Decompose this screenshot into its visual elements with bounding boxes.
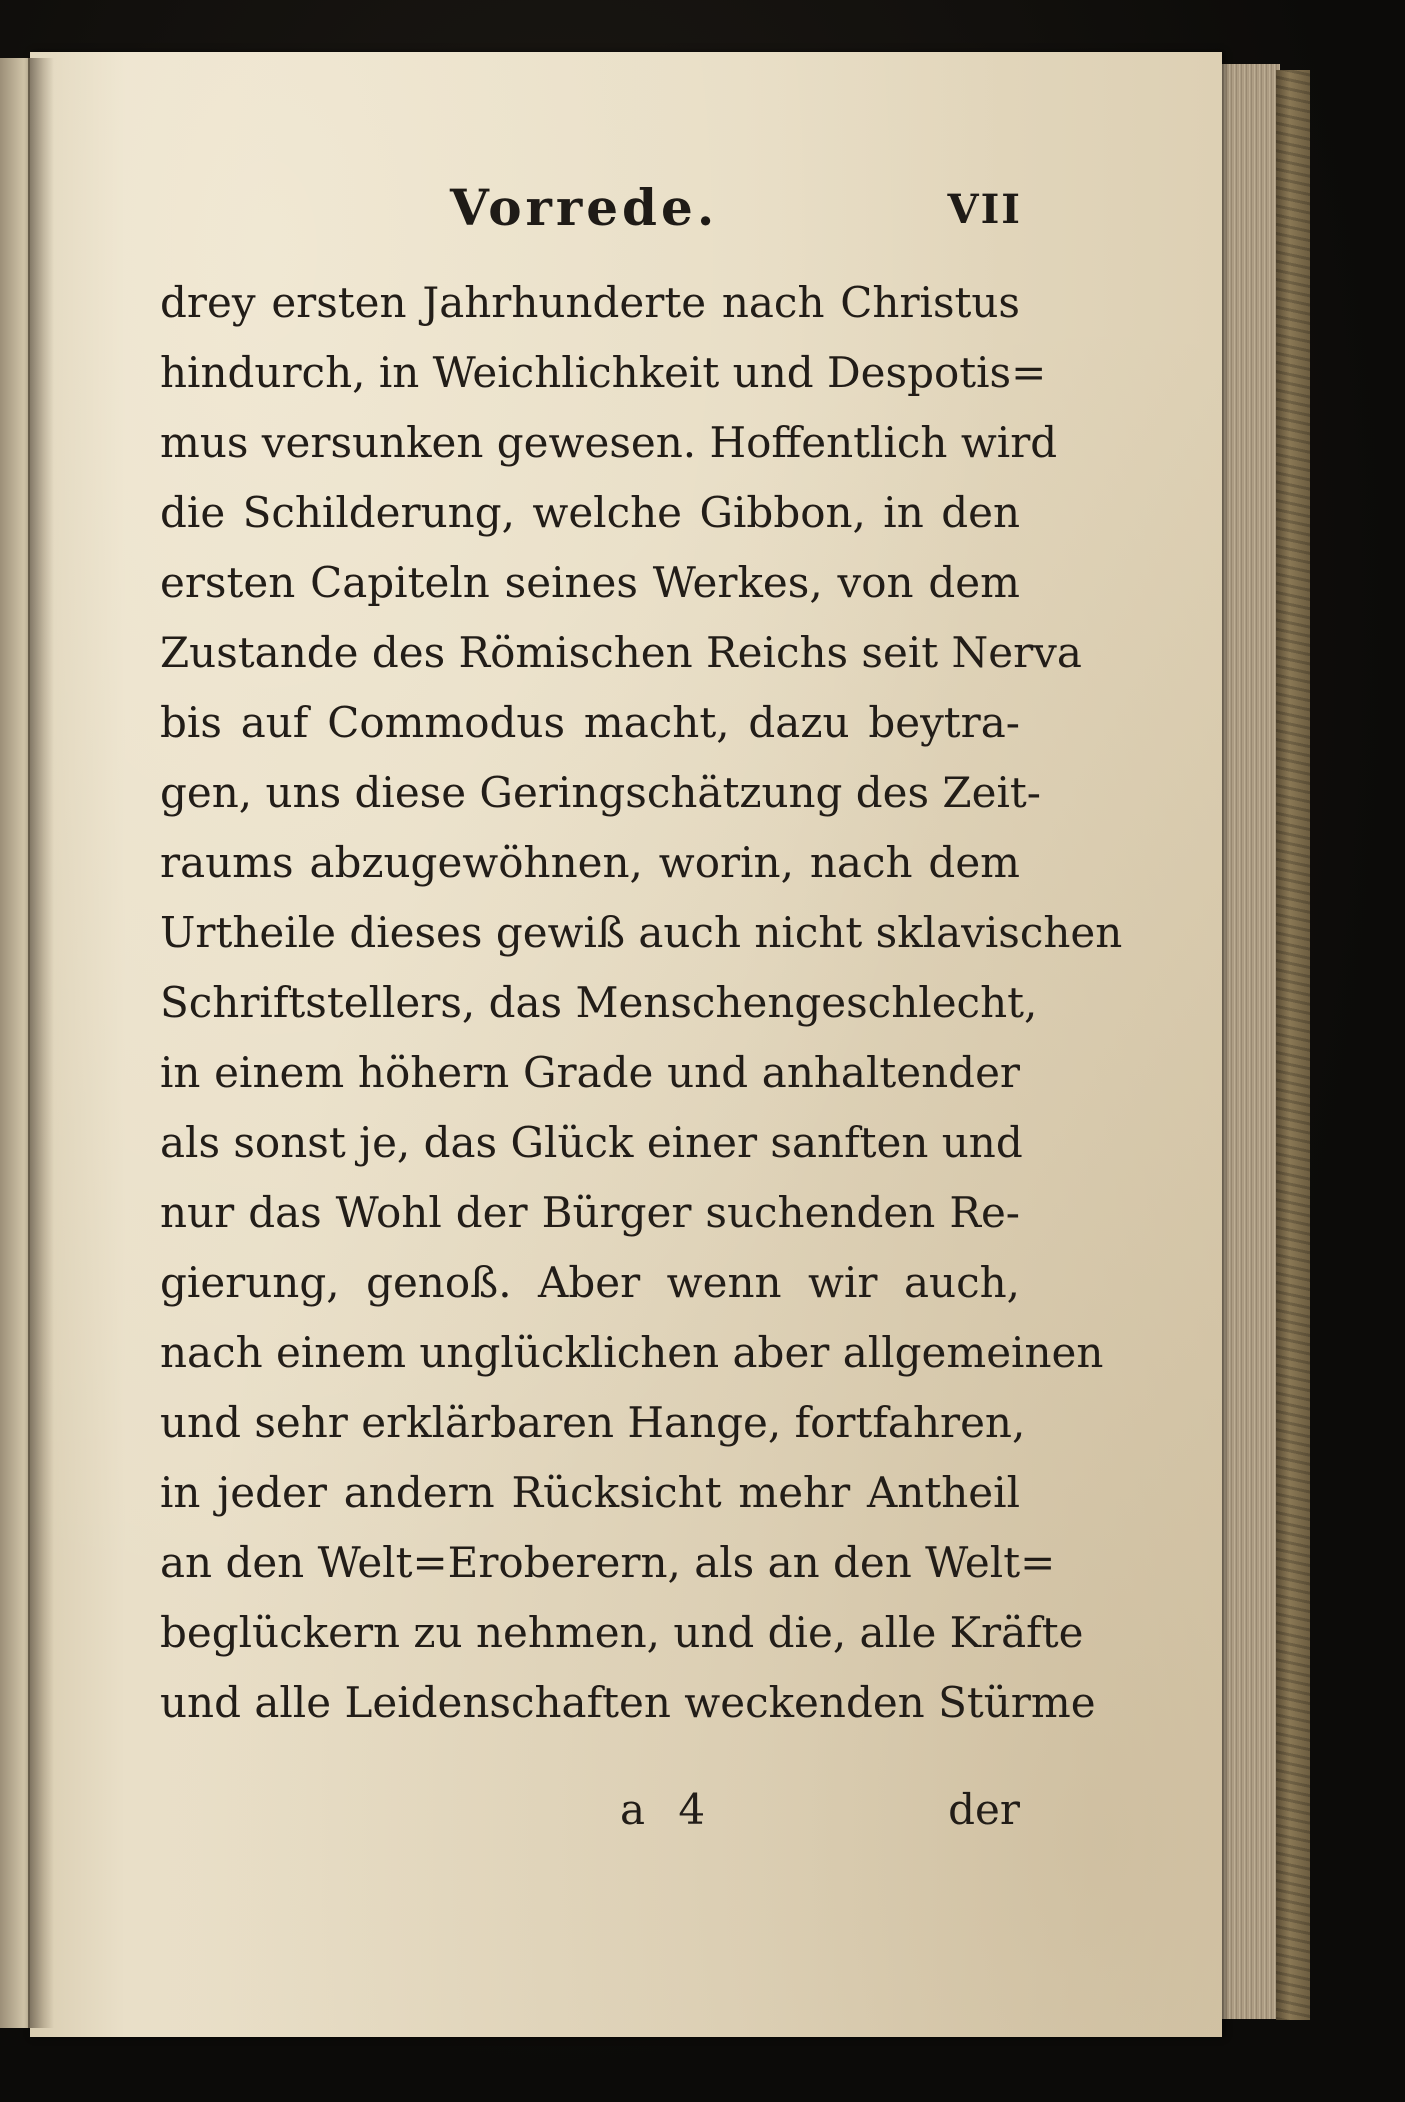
text-line: ersten Capiteln seines Werkes, von dem — [160, 558, 1020, 607]
text-line: beglückern zu nehmen, und die, alle Kräfte — [160, 1608, 1084, 1657]
text-line: nach einem unglücklichen aber allgemeinen — [160, 1328, 1104, 1377]
text-line: Urtheile dieses gewiß auch nicht sklavischen — [160, 908, 1123, 957]
text-line: hindurch, in Weichlichkeit und Despotis= — [160, 348, 1047, 397]
text-line: und sehr erklärbaren Hange, fortfahren, — [160, 1398, 1026, 1447]
text-line: als sonst je, das Glück einer sanften und — [160, 1118, 1023, 1167]
catchword: der — [948, 1785, 1020, 1834]
text-line: drey ersten Jahrhunderte nach Christus — [160, 278, 1020, 327]
text-line: bis auf Commodus macht, dazu beytra- — [160, 698, 1020, 747]
text-line: in jeder andern Rücksicht mehr Antheil — [160, 1468, 1020, 1517]
page-block-edge — [1218, 64, 1280, 2019]
text-line: an den Welt=Eroberern, als an den Welt= — [160, 1538, 1056, 1587]
gutter-shadow — [28, 58, 54, 2028]
text-line: die Schilderung, welche Gibbon, in den — [160, 488, 1020, 537]
page-footer — [160, 1780, 1020, 1840]
text-line: raums abzugewöhnen, worin, nach dem — [160, 838, 1020, 887]
text-line: nur das Wohl der Bürger suchenden Re- — [160, 1188, 1020, 1237]
text-line: Zustande des Römischen Reichs seit Nerva — [160, 628, 1082, 677]
text-line: in einem höhern Grade und anhaltender — [160, 1048, 1020, 1097]
page-header — [160, 178, 1020, 238]
book-cover-edge — [1276, 70, 1310, 2020]
signature-mark: a 4 — [620, 1785, 716, 1834]
text-line: mus versunken gewesen. Hoffentlich wird — [160, 418, 1058, 467]
text-line: gierung, genoß. Aber wenn wir auch, — [160, 1258, 1020, 1307]
body-text — [160, 268, 1123, 1738]
page-number: VII — [947, 186, 1022, 233]
text-line: und alle Leidenschaften weckenden Stürme — [160, 1678, 1096, 1727]
running-head: Vorrede. — [450, 178, 719, 237]
text-line: gen, uns diese Geringschätzung des Zeit- — [160, 768, 1041, 817]
text-line: Schriftstellers, das Menschengeschlecht, — [160, 978, 1038, 1027]
